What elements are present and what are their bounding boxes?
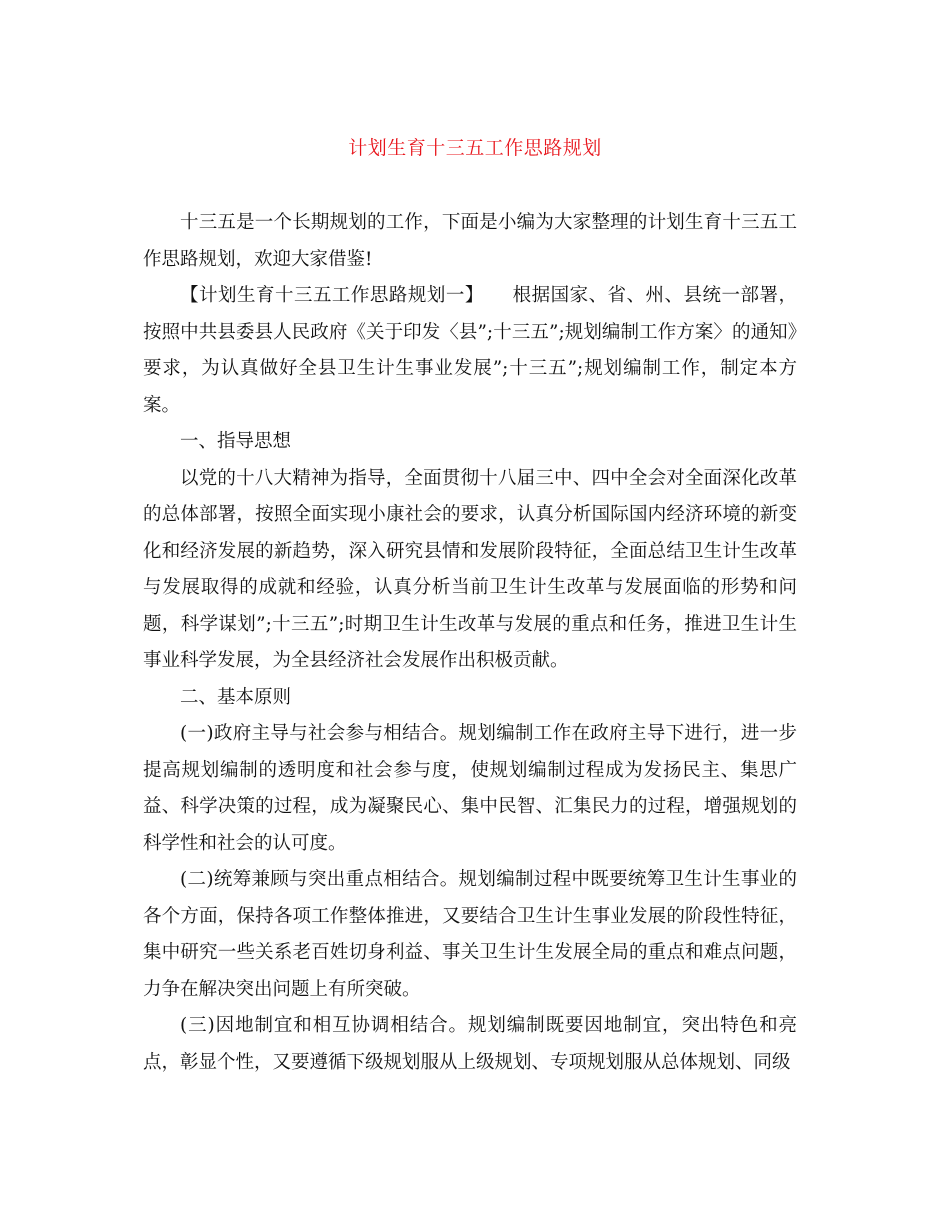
guiding-ideology-paragraph: 以党的十八大精神为指导，全面贯彻十八届三中、四中全会对全面深化改革的总体部署，按照全面实现小康社会的要求，认真分析国际国内经济环境的新变化和经济发展的新趋势，深入研究县情和发展阶段特征，全面总结卫生计生改革与发展取得的成就和经验，认真分析当前卫生计生改革与发展面临的形势和问题，科学谋划”;十三五”;时期卫生计生改革与发展的重点和任务，推进卫生计生事业科学发展，为全县经济社会发展作出积极贡献。 xyxy=(143,467,797,671)
principle-two-paragraph: (二)统筹兼顾与突出重点相结合。规划编制过程中既要统筹卫生计生事业的各个方面，保持各项工作整体推进，又要结合卫生计生事业发展的阶段性特征，集中研究一些关系老百姓切身利益、事关卫生计生发展全局的重点和难点问题，力争在解决突出问题上有所突破。 xyxy=(143,869,797,1000)
intro-paragraph: 十三五是一个长期规划的工作，下面是小编为大家整理的计划生育十三五工作思路规划，欢迎大家借鉴! xyxy=(143,212,797,270)
section-heading-basic-principles: 二、基本原则 xyxy=(180,686,292,708)
document-title: 计划生育十三五工作思路规划 xyxy=(348,137,602,159)
document-body xyxy=(143,205,797,1081)
section-heading-guiding-ideology: 一、指导思想 xyxy=(180,431,292,452)
principle-three-paragraph: (三)因地制宜和相互协调相结合。规划编制既要因地制宜，突出特色和亮点，彰显个性，又要遵循下级规划服从上级规划、专项规划服从总体规划、同级 xyxy=(143,1015,797,1073)
principle-one-paragraph: (一)政府主导与社会参与相结合。规划编制工作在政府主导下进行，进一步提高规划编制的透明度和社会参与度，使规划编制过程成为发扬民主、集思广益、科学决策的过程，成为凝聚民心、集中民智、汇集民力的过程，增强规划的科学性和社会的认可度。 xyxy=(143,723,797,854)
plan-one-paragraph: 【计划生育十三五工作思路规划一】 根据国家、省、州、县统一部署，按照中共县委县人民政府《关于印发〈县”;十三五”;规划编制工作方案〉的通知》要求，为认真做好全县卫生计生事业发展”;十三五”;规划编制工作，制定本方案。 xyxy=(143,285,797,416)
